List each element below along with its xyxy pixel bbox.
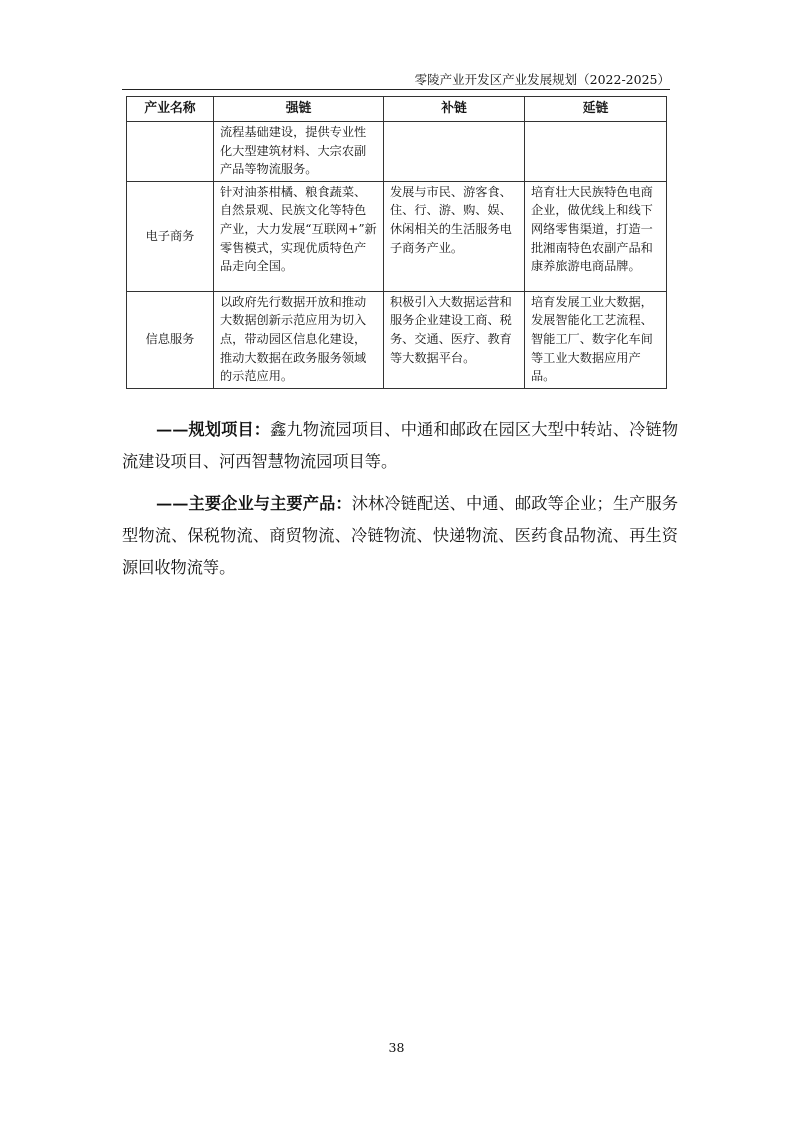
planned-projects-label: ——规划项目： — [156, 420, 271, 439]
cell-industry: 信息服务 — [127, 291, 214, 388]
table-row — [127, 291, 667, 388]
major-enterprises-text: 沐林冷链配送、中通、邮政等企业；生产服务型物流、保税物流、商贸物流、冷链物流、快递物流、医药食品物流、再生资源回收物流等。 — [122, 494, 679, 577]
planned-projects-paragraph — [122, 414, 678, 478]
column-header-strengthen: 强链 — [214, 97, 384, 122]
cell-supplement — [384, 122, 525, 182]
table-header-row — [127, 97, 667, 122]
cell-extend: 培育发展工业大数据，发展智能化工艺流程、智能工厂、数字化车间等工业大数据应用产品。 — [525, 291, 667, 388]
cell-strengthen: 流程基础建设，提供专业性化大型建筑材料、大宗农副产品等物流服务。 — [214, 122, 384, 182]
cell-supplement: 积极引入大数据运营和服务企业建设工商、税务、交通、医疗、教育等大数据平台。 — [384, 291, 525, 388]
running-header: 零陵产业开发区产业发展规划（2022-2025） — [414, 72, 670, 87]
column-header-supplement: 补链 — [384, 97, 525, 122]
cell-supplement: 发展与市民、游客食、住、行、游、购、娱、休闲相关的生活服务电子商务产业。 — [384, 181, 525, 291]
page-number: 38 — [388, 1040, 405, 1055]
column-header-extend: 延链 — [525, 97, 667, 122]
planned-projects-text: 鑫九物流园项目、中通和邮政在园区大型中转站、冷链物流建设项目、河西智慧物流园项目等。 — [122, 420, 679, 471]
major-enterprises-paragraph — [122, 488, 678, 584]
header-rule — [122, 89, 670, 90]
table-row — [127, 122, 667, 182]
cell-industry — [127, 122, 214, 182]
cell-strengthen: 针对油茶柑橘、粮食蔬菜、自然景观、民族文化等特色产业，大力发展“互联网+”新零售模式，实现优质特色产品走向全国。 — [214, 181, 384, 291]
cell-extend: 培育壮大民族特色电商企业，做优线上和线下网络零售渠道，打造一批湘南特色农副产品和康养旅游电商品牌。 — [525, 181, 667, 291]
major-enterprises-label: ——主要企业与主要产品： — [156, 494, 352, 513]
cell-strengthen: 以政府先行数据开放和推动大数据创新示范应用为切入点，带动园区信息化建设，推动大数据在政务服务领域的示范应用。 — [214, 291, 384, 388]
column-header-industry: 产业名称 — [127, 97, 214, 122]
cell-industry: 电子商务 — [127, 181, 214, 291]
table-row — [127, 181, 667, 291]
industry-chain-table — [126, 96, 667, 389]
cell-extend — [525, 122, 667, 182]
